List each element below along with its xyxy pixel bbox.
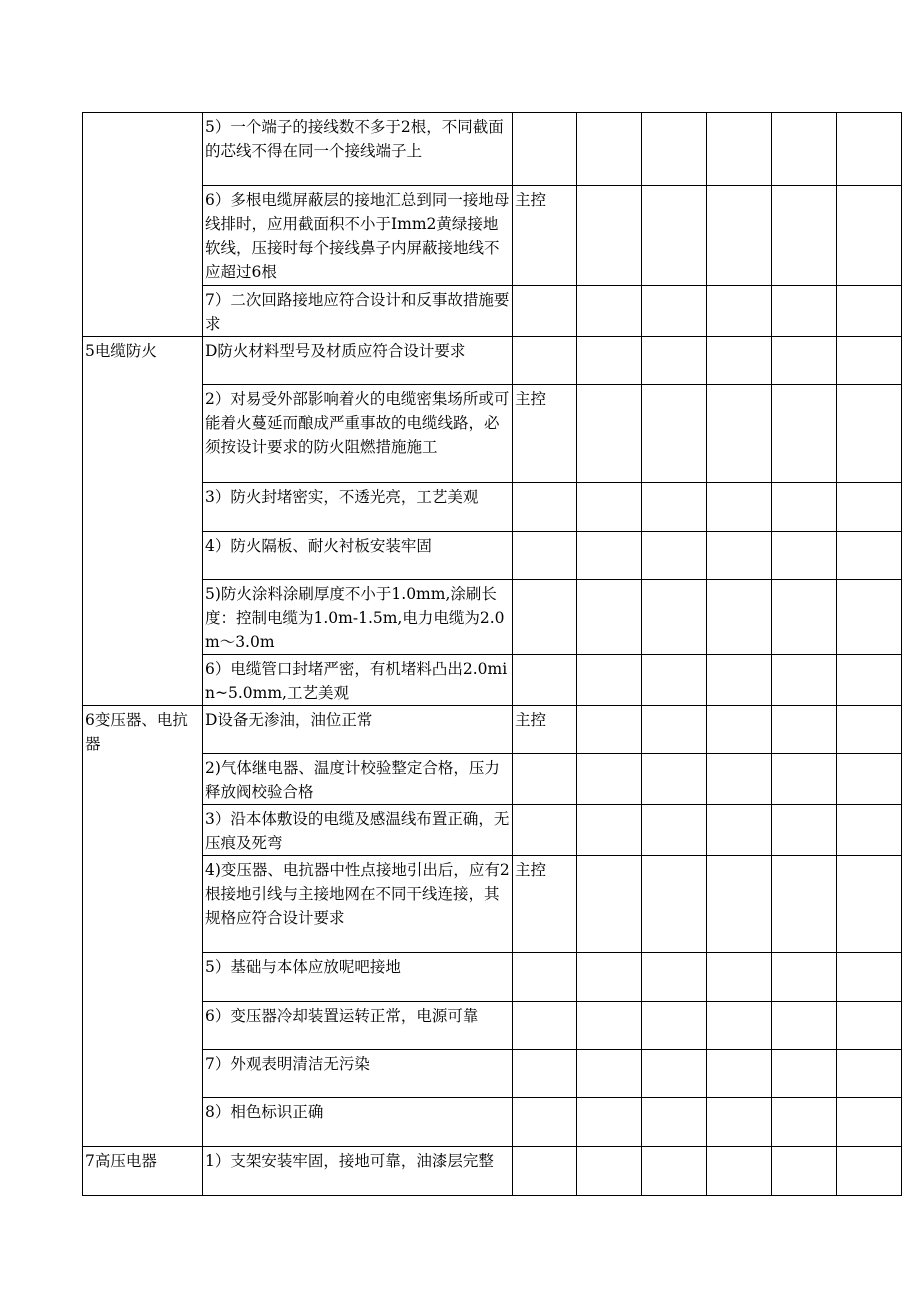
blank-cell: [707, 754, 772, 805]
blank-cell: [837, 1098, 902, 1147]
type-cell: [513, 754, 577, 805]
blank-cell: [642, 1002, 707, 1050]
blank-cell: [577, 532, 642, 580]
blank-cell: [837, 856, 902, 953]
requirement-cell: 6）电缆管口封堵严密，有机堵料凸出2.0min~5.0mm,工艺美观: [203, 655, 513, 706]
blank-cell: [772, 706, 837, 754]
blank-cell: [772, 580, 837, 655]
blank-cell: [642, 953, 707, 1002]
table-row: [83, 337, 902, 385]
blank-cell: [837, 805, 902, 856]
blank-cell: [772, 385, 837, 483]
blank-cell: [707, 706, 772, 754]
blank-cell: [707, 385, 772, 483]
blank-cell: [577, 655, 642, 706]
table-row: [83, 754, 902, 805]
blank-cell: [837, 953, 902, 1002]
blank-cell: [577, 385, 642, 483]
blank-cell: [837, 286, 902, 337]
blank-cell: [772, 1050, 837, 1098]
blank-cell: [772, 805, 837, 856]
type-cell: [513, 113, 577, 186]
table-row: [83, 532, 902, 580]
blank-cell: [577, 856, 642, 953]
blank-cell: [707, 1098, 772, 1147]
type-cell: [513, 1050, 577, 1098]
type-cell: [513, 483, 577, 532]
requirement-cell: 4)变压器、电抗器中性点接地引出后，应有2根接地引线与主接地网在不同干线连接，其规格应符合设计要求: [203, 856, 513, 953]
blank-cell: [642, 655, 707, 706]
blank-cell: [837, 337, 902, 385]
table-row: [83, 1098, 902, 1147]
type-cell: [513, 337, 577, 385]
blank-cell: [577, 953, 642, 1002]
blank-cell: [772, 337, 837, 385]
type-cell: [513, 580, 577, 655]
table-row: [83, 1050, 902, 1098]
blank-cell: [772, 532, 837, 580]
blank-cell: [707, 953, 772, 1002]
requirement-cell: D防火材料型号及材质应符合设计要求: [203, 337, 513, 385]
table-row: [83, 953, 902, 1002]
table-row: [83, 706, 902, 754]
blank-cell: [837, 1050, 902, 1098]
table-row: [83, 856, 902, 953]
blank-cell: [577, 1147, 642, 1196]
blank-cell: [642, 1050, 707, 1098]
blank-cell: [707, 483, 772, 532]
table-row: [83, 1147, 902, 1196]
blank-cell: [642, 483, 707, 532]
table-row: [83, 483, 902, 532]
blank-cell: [707, 532, 772, 580]
blank-cell: [642, 754, 707, 805]
blank-cell: [707, 856, 772, 953]
blank-cell: [642, 385, 707, 483]
blank-cell: [642, 706, 707, 754]
type-cell: [513, 953, 577, 1002]
type-cell: 主控: [513, 856, 577, 953]
requirement-cell: 2)气体继电器、温度计校验整定合格，压力释放阀校验合格: [203, 754, 513, 805]
blank-cell: [837, 580, 902, 655]
type-cell: [513, 532, 577, 580]
blank-cell: [772, 186, 837, 286]
type-cell: 主控: [513, 385, 577, 483]
blank-cell: [707, 286, 772, 337]
requirement-cell: 5）基础与本体应放呢吧接地: [203, 953, 513, 1002]
blank-cell: [707, 186, 772, 286]
item-cell: 5电缆防火: [83, 337, 203, 706]
item-cell: 7高压电器: [83, 1147, 203, 1196]
table-row: [83, 186, 902, 286]
table-row: [83, 580, 902, 655]
blank-cell: [772, 953, 837, 1002]
inspection-table: [82, 112, 902, 1196]
blank-cell: [707, 580, 772, 655]
blank-cell: [642, 580, 707, 655]
type-cell: [513, 805, 577, 856]
requirement-cell: 3）沿本体敷设的电缆及感温线布置正确，无压痕及死弯: [203, 805, 513, 856]
blank-cell: [707, 1147, 772, 1196]
blank-cell: [642, 186, 707, 286]
blank-cell: [577, 754, 642, 805]
blank-cell: [772, 286, 837, 337]
blank-cell: [707, 1050, 772, 1098]
type-cell: [513, 655, 577, 706]
blank-cell: [837, 113, 902, 186]
blank-cell: [577, 580, 642, 655]
blank-cell: [772, 856, 837, 953]
blank-cell: [707, 655, 772, 706]
blank-cell: [837, 655, 902, 706]
blank-cell: [642, 856, 707, 953]
blank-cell: [707, 1002, 772, 1050]
requirement-cell: 2）对易受外部影响着火的电缆密集场所或可能着火蔓延而酿成严重事故的电缆线路，必须按设计要求的防火阻燃措施施工: [203, 385, 513, 483]
blank-cell: [707, 337, 772, 385]
blank-cell: [772, 655, 837, 706]
blank-cell: [577, 1002, 642, 1050]
blank-cell: [772, 1002, 837, 1050]
blank-cell: [837, 706, 902, 754]
blank-cell: [642, 532, 707, 580]
blank-cell: [837, 483, 902, 532]
table-row: [83, 655, 902, 706]
blank-cell: [577, 805, 642, 856]
type-cell: [513, 1147, 577, 1196]
blank-cell: [642, 286, 707, 337]
requirement-cell: 3）防火封堵密实，不透光亮，工艺美观: [203, 483, 513, 532]
requirement-cell: 6）变压器冷却装置运转正常，电源可靠: [203, 1002, 513, 1050]
blank-cell: [577, 1050, 642, 1098]
type-cell: [513, 286, 577, 337]
blank-cell: [707, 805, 772, 856]
blank-cell: [772, 1098, 837, 1147]
requirement-cell: 6）多根电缆屏蔽层的接地汇总到同一接地母线排时，应用截面积不小于Imm2黄绿接地软线，压接时每个接线鼻子内屏蔽接地线不应超过6根: [203, 186, 513, 286]
item-cell: [83, 113, 203, 337]
blank-cell: [772, 1147, 837, 1196]
blank-cell: [837, 754, 902, 805]
blank-cell: [577, 113, 642, 186]
requirement-cell: D设备无渗油，油位正常: [203, 706, 513, 754]
blank-cell: [772, 113, 837, 186]
blank-cell: [642, 1147, 707, 1196]
type-cell: [513, 1098, 577, 1147]
blank-cell: [577, 706, 642, 754]
requirement-cell: 5)防火涂料涂刷厚度不小于1.0mm,涂刷长度：控制电缆为1.0m-1.5m,电力电缆为2.0m～3.0m: [203, 580, 513, 655]
blank-cell: [642, 113, 707, 186]
requirement-cell: 7）外观表明清洁无污染: [203, 1050, 513, 1098]
blank-cell: [642, 1098, 707, 1147]
table-row: [83, 286, 902, 337]
type-cell: [513, 1002, 577, 1050]
requirement-cell: 8）相色标识正确: [203, 1098, 513, 1147]
blank-cell: [577, 337, 642, 385]
blank-cell: [772, 483, 837, 532]
blank-cell: [837, 1147, 902, 1196]
blank-cell: [772, 754, 837, 805]
type-cell: 主控: [513, 706, 577, 754]
requirement-cell: 4）防火隔板、耐火衬板安装牢固: [203, 532, 513, 580]
blank-cell: [642, 805, 707, 856]
blank-cell: [577, 1098, 642, 1147]
blank-cell: [837, 1002, 902, 1050]
blank-cell: [707, 113, 772, 186]
blank-cell: [577, 186, 642, 286]
table-row: [83, 385, 902, 483]
type-cell: 主控: [513, 186, 577, 286]
table-row: [83, 805, 902, 856]
blank-cell: [837, 532, 902, 580]
blank-cell: [577, 483, 642, 532]
blank-cell: [577, 286, 642, 337]
blank-cell: [837, 385, 902, 483]
item-cell: 6变压器、电抗器: [83, 706, 203, 1147]
requirement-cell: 1）支架安装牢固，接地可靠，油漆层完整: [203, 1147, 513, 1196]
blank-cell: [642, 337, 707, 385]
requirement-cell: 5）一个端子的接线数不多于2根，不同截面的芯线不得在同一个接线端子上: [203, 113, 513, 186]
requirement-cell: 7）二次回路接地应符合设计和反事故措施要求: [203, 286, 513, 337]
blank-cell: [837, 186, 902, 286]
table-row: [83, 113, 902, 186]
table-row: [83, 1002, 902, 1050]
